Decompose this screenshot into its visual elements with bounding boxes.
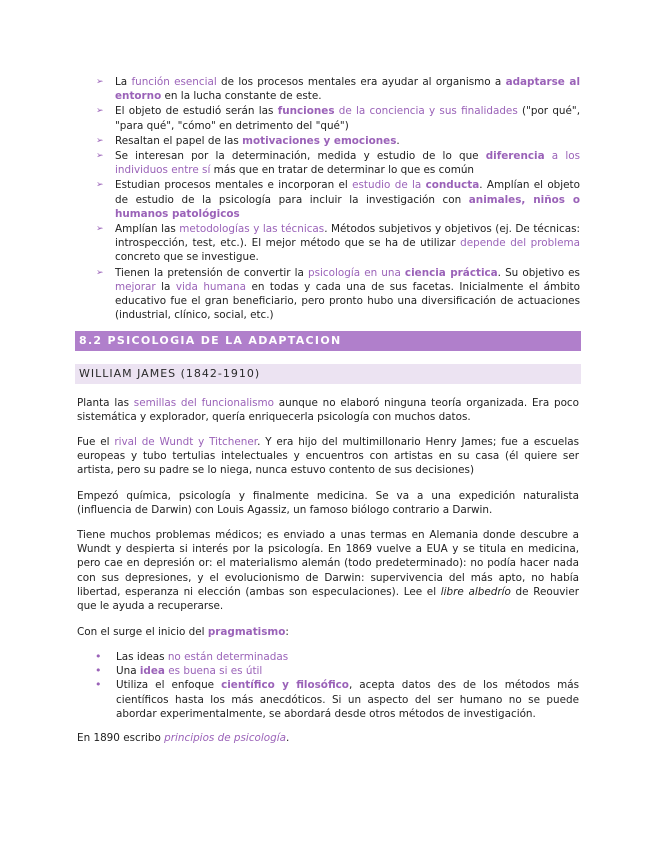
- paragraph: [77, 528, 579, 613]
- text-run: .: [396, 134, 400, 147]
- paragraph: [77, 731, 579, 745]
- text-run: Utiliza el enfoque: [116, 679, 222, 692]
- text-run: de Reouvier que le ayuda a recuperarse.: [77, 585, 579, 613]
- emphasis-text: pragmatismo: [207, 626, 286, 638]
- text-run: Una: [116, 665, 140, 678]
- emphasis-text: conducta: [425, 179, 480, 192]
- paragraph: [77, 435, 579, 478]
- subsection-heading: WILLIAM JAMES (1842-1910): [75, 364, 581, 384]
- list-item: [96, 266, 580, 323]
- text-run: Tienen la pretensión de convertir la: [115, 266, 309, 279]
- section-heading: 8.2 PSICOLOGIA DE LA ADAPTACION: [75, 331, 581, 351]
- emphasis-text: adaptarse al entorno: [115, 76, 581, 103]
- text-run: . Métodos subjetivos y objetivos (ej. De técnicas: introspección, test, etc.). El mejor método que se ha de utilizar: [115, 223, 580, 250]
- text-run: la: [155, 280, 176, 293]
- dot-bullet-icon: •: [95, 650, 102, 663]
- arrow-bullet-icon: ➢: [96, 224, 104, 235]
- paragraph: [77, 396, 579, 424]
- emphasis-text: no están determinadas: [167, 651, 289, 663]
- emphasis-text: ciencia práctica: [404, 266, 498, 279]
- dot-bullet-icon: •: [95, 664, 102, 678]
- text-run: Las ideas: [116, 651, 168, 663]
- list-item: [95, 664, 579, 678]
- list-item: [96, 222, 580, 265]
- text-run: más que en tratar de determinar lo que es común: [210, 164, 475, 177]
- list-item: [95, 650, 579, 664]
- text-run: , acepta datos des de los métodos más científicos hasta los más anecdóticos. Si un aspecto del ser humano no se puede abordar experimentalmente, se abordará desde otros métodos de investigación.: [116, 679, 579, 720]
- emphasis-text: depende del problema: [460, 237, 580, 250]
- text-run: La: [115, 76, 132, 88]
- text-run: Tiene muchos problemas médicos; es enviado a unas termas en Alemania donde descubre a Wundt y despierta si interés por la psicología. En 1869 vuelve a EUA y se titula en medicina, pero cae en depresión or: el materialismo alemán (todo predeterminado): no podía hacer nada con sus depresiones, y el evolucionismo de Darwin: supervivencia del más apto, no había libertad, esperanza ni elección (ambas son especulaciones). Lee el: [77, 529, 579, 598]
- text-run: Amplían las: [115, 223, 180, 236]
- arrow-bullet-icon: ➢: [96, 267, 104, 278]
- emphasis-text: es buena si es útil: [164, 665, 263, 678]
- text-run: en la lucha constante de este.: [161, 90, 322, 103]
- emphasis-text: estudio de la: [352, 179, 426, 192]
- text-run: concreto que se investigue.: [115, 251, 259, 264]
- list-item: [95, 678, 579, 721]
- emphasis-text: a los individuos entre sí: [115, 150, 580, 177]
- text-run: . Y era hijo del multimillonario Henry James; fue a escuelas europeas y tubo tertulias intelectuales y encuentros con artistas en su casa (él quiere ser artista, pero su padre se lo niega, nunca estuvo contento de sus decisiones): [77, 436, 579, 477]
- emphasis-text: funciones: [277, 105, 335, 118]
- text-run: :: [285, 626, 289, 638]
- emphasis-text: vida humana: [175, 280, 246, 293]
- dot-bullet-icon: •: [95, 678, 102, 692]
- emphasis-text: función esencial: [131, 76, 217, 88]
- text-run: Empezó química, psicología y finalmente medicina. Se va a una expedición naturalista (influencia de Darwin) con Louis Agassiz, un famoso biólogo contrario a Darwin.: [77, 490, 579, 517]
- text-run: El objeto de estudió serán las: [115, 105, 278, 118]
- text-run: Estudian procesos mentales e incorporan el: [115, 179, 353, 192]
- text-run: .: [286, 732, 290, 744]
- text-run: Planta las: [77, 397, 134, 409]
- pragmatism-list: [95, 650, 579, 721]
- list-item: [96, 149, 580, 177]
- arrow-bullet-icon: ➢: [96, 77, 104, 87]
- text-run: aunque no elaboró ninguna teoría organizada. Era poco sistemática y explorador, quería enriquecerla psicología con muchos datos.: [77, 397, 579, 424]
- arrow-bullet-icon: ➢: [96, 180, 104, 191]
- emphasis-text: psicología en una: [308, 266, 405, 279]
- emphasis-text: metodologías y las técnicas: [179, 223, 325, 236]
- text-run: Se interesan por la determinación, medida y estudio de lo que: [115, 150, 486, 163]
- emphasis-text: semillas del funcionalismo: [133, 397, 274, 409]
- emphasis-text: científico y filosófico: [221, 679, 349, 692]
- list-item: [96, 75, 580, 103]
- emphasis-text: motivaciones y emociones: [242, 134, 397, 147]
- text-run: Con el surge el inicio del: [77, 626, 208, 638]
- arrow-bullet-icon: ➢: [96, 106, 104, 117]
- text-run: de los procesos mentales era ayudar al organismo a: [216, 76, 506, 88]
- paragraph: [77, 625, 579, 639]
- emphasis-text: mejorar: [115, 280, 156, 293]
- emphasis-text: idea: [139, 665, 165, 678]
- emphasis-text: diferencia: [485, 150, 545, 163]
- text-run: Resaltan el papel de las: [115, 134, 243, 147]
- emphasis-text: libre albedrío: [440, 585, 511, 598]
- list-item: [96, 104, 580, 132]
- text-run: . Su objetivo es: [497, 266, 580, 279]
- list-item: [96, 178, 580, 221]
- functionalism-features-list: [96, 75, 580, 323]
- list-item: [96, 134, 580, 148]
- emphasis-text: rival de Wundt y Titchener: [114, 436, 258, 448]
- arrow-bullet-icon: ➢: [96, 135, 104, 146]
- paragraph: [77, 489, 579, 517]
- text-run: . Amplían el objeto de estudio de la psicología para incluir la investigación con: [115, 179, 580, 206]
- emphasis-text: de la conciencia y sus finalidades: [334, 105, 518, 118]
- text-run: en todas y cada una de sus facetas. Inicialmente el ámbito educativo fue el gran beneficiario, pero pronto hubo una diversificación de actuaciones (industrial, clínico, social, etc.): [115, 280, 580, 322]
- text-run: En 1890 escribo: [77, 732, 165, 744]
- arrow-bullet-icon: ➢: [96, 151, 104, 162]
- text-run: ("por qué", "para qué", "cómo" en detrimento del "qué"): [115, 105, 580, 132]
- emphasis-text: animales, niños o humanos patológicos: [115, 193, 580, 220]
- text-run: Fue el: [77, 436, 115, 448]
- emphasis-text: principios de psicología: [164, 732, 286, 744]
